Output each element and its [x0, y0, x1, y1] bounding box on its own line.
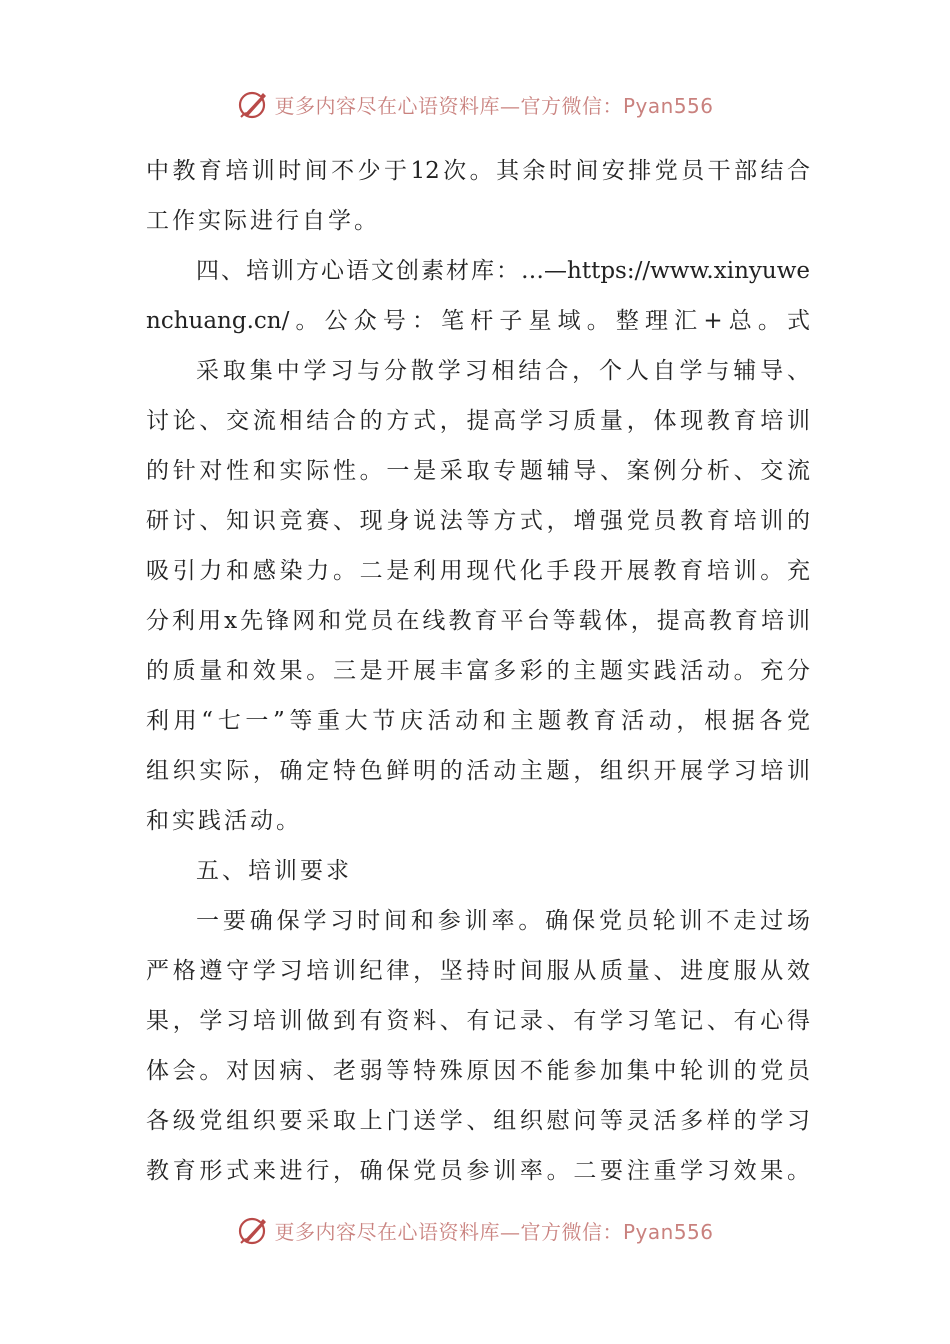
banner-text: 更多内容尽在心语资料库—官方微信：Pyan556: [274, 1219, 714, 1244]
footer-watermark-banner: [0, 1210, 950, 1250]
text-line: 和实践活动。: [146, 808, 302, 834]
quill-logo-icon: [236, 87, 270, 121]
document-body: [146, 146, 810, 1196]
header-watermark-banner: [0, 84, 950, 124]
text-line: 体会。对因病、老弱等特殊原因不能参加集中轮训的党员: [146, 1058, 810, 1084]
text-line: 一要确保学习时间和参训率。确保党员轮训不走过场: [196, 908, 810, 934]
text-line: 利用“七一”等重大节庆活动和主题教育活动，根据各党: [146, 708, 810, 734]
text-line: 的针对性和实际性。一是采取专题辅导、案例分析、交流: [146, 458, 810, 484]
text-line: 的质量和效果。三是开展丰富多彩的主题实践活动。充分: [146, 658, 810, 684]
banner-text: 更多内容尽在心语资料库—官方微信：Pyan556: [274, 93, 714, 118]
text-line: 吸引力和感染力。二是利用现代化手段开展教育培训。充: [146, 558, 810, 584]
text-line: 组织实际，确定特色鲜明的活动主题，组织开展学习培训: [146, 758, 810, 784]
text-line: 中教育培训时间不少于12次。其余时间安排党员干部结合: [146, 158, 810, 184]
text-line: 各级党组织要采取上门送学、组织慰问等灵活多样的学习: [146, 1108, 810, 1134]
text-line: 讨论、交流相结合的方式，提高学习质量，体现教育培训: [146, 408, 810, 434]
text-line: 采取集中学习与分散学习相结合，个人自学与辅导、: [196, 358, 810, 384]
text-line: 分利用x先锋网和党员在线教育平台等载体，提高教育培训: [146, 608, 810, 634]
text-line: 果，学习培训做到有资料、有记录、有学习笔记、有心得: [146, 1008, 810, 1034]
text-line: 研讨、知识竞赛、现身说法等方式，增强党员教育培训的: [146, 508, 810, 534]
text-line: 严格遵守学习培训纪律，坚持时间服从质量、进度服从效: [146, 958, 810, 984]
text-line: nchuang.cn/。公众号：笔杆子星域。整理汇+总。式: [146, 308, 810, 334]
text-line: 教育形式来进行，确保党员参训率。二要注重学习效果。: [146, 1158, 810, 1184]
text-line: 工作实际进行自学。: [146, 208, 380, 234]
quill-logo-icon: [236, 1213, 270, 1247]
section-heading-five: 五、培训要求: [196, 858, 352, 884]
section-heading-four: 四、培训方心语文创素材库：…—https://www.xinyuwe: [196, 258, 810, 284]
